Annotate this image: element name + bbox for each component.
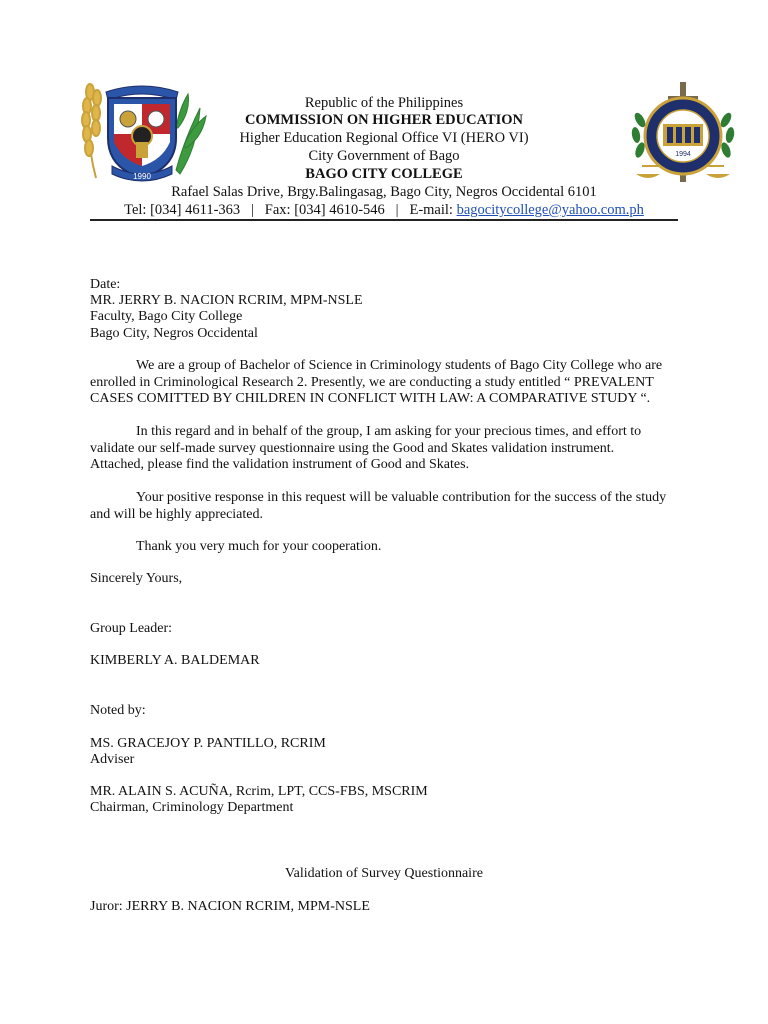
- group-leader-label: Group Leader:: [90, 621, 173, 636]
- header-divider: [90, 219, 678, 221]
- header-city-government: City Government of Bago: [308, 148, 460, 164]
- addressee-location: Bago City, Negros Occidental: [90, 326, 258, 341]
- email-link[interactable]: bagocitycollege@yahoo.com.ph: [456, 202, 644, 218]
- adviser-name: MS. GRACEJOY P. PANTILLO, RCRIM: [90, 736, 326, 751]
- validation-title: Validation of Survey Questionnaire: [285, 866, 483, 881]
- svg-text:1990: 1990: [133, 172, 151, 181]
- closing: Sincerely Yours,: [90, 571, 183, 586]
- svg-text:1994: 1994: [675, 151, 691, 158]
- header-republic: Republic of the Philippines: [304, 95, 464, 111]
- header-commission: COMMISSION ON HIGHER EDUCATION: [244, 112, 524, 128]
- paragraph-intro: We are a group of Bachelor of Science in Criminology students of Bago City College who are enrolled in Criminological Research 2. Presently, we are conducting a study entitled “ PREVALENT CASES COMITTED BY CHILDREN IN CONFLICT WITH LAW: A COMPARATIVE STUDY “.: [90, 358, 663, 406]
- header-college-name: BAGO CITY COLLEGE: [305, 166, 463, 182]
- addressee-name: MR. JERRY B. NACION RCRIM, MPM-NSLE: [90, 293, 363, 308]
- noted-by-label: Noted by:: [90, 703, 146, 718]
- header-contact: [0, 201, 768, 219]
- thanks-line: Thank you very much for your cooperation.: [136, 539, 382, 554]
- group-leader-name: KIMBERLY A. BALDEMAR: [90, 653, 260, 668]
- date-label: Date:: [90, 277, 121, 292]
- chairman-name: MR. ALAIN S. ACUÑA, Rcrim, LPT, CCS-FBS, MSCRIM: [90, 784, 428, 799]
- juror-line: Juror: JERRY B. NACION RCRIM, MPM-NSLE: [90, 899, 370, 914]
- paragraph-response: Your positive response in this request will be valuable contribution for the success of the study and will be highly appreciated.: [90, 490, 667, 522]
- header-regional-office: Higher Education Regional Office VI (HERO VI): [239, 130, 529, 146]
- addressee-position: Faculty, Bago City College: [90, 309, 243, 324]
- header-address: Rafael Salas Drive, Brgy.Balingasag, Bago City, Negros Occidental 6101: [171, 184, 597, 200]
- adviser-title: Adviser: [90, 752, 135, 767]
- paragraph-request: In this regard and in behalf of the group, I am asking for your precious times, and effort to validate our self-made survey questionnaire using the Good and Skates validation instrument. Attached, please find the validation instrument of Good and Skates.: [90, 424, 642, 472]
- contact-info: Tel: [034] 4611-363 | Fax: [034] 4610-546 | E-mail:: [124, 202, 457, 218]
- chairman-title: Chairman, Criminology Department: [90, 800, 294, 815]
